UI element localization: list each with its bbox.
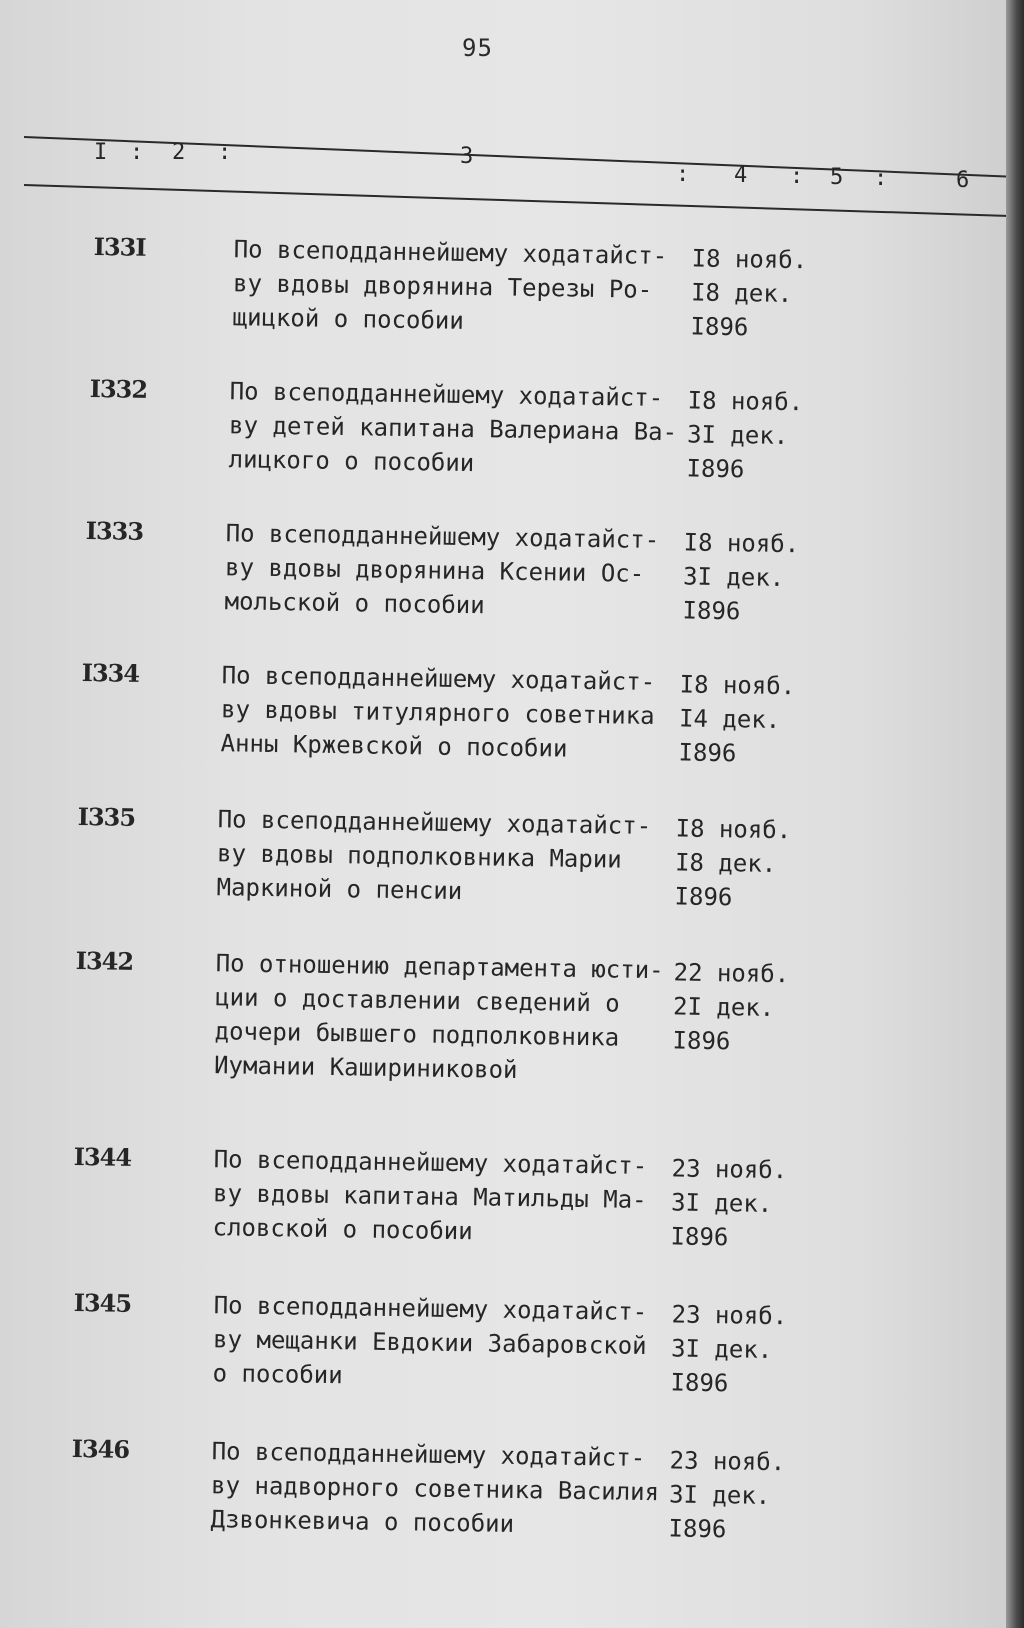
entry-year: I896 bbox=[674, 882, 733, 912]
entry-end-date: 3I дек. bbox=[686, 420, 789, 450]
entry-text-line: ву вдовы подполковника Марии bbox=[216, 839, 622, 874]
entry-start-date: I8 нояб. bbox=[675, 814, 792, 845]
entry-description bbox=[210, 1434, 672, 1543]
entry-year: I896 bbox=[686, 454, 745, 484]
entry-dates bbox=[682, 525, 799, 629]
entry-number: I332 bbox=[89, 373, 148, 404]
entry-end-date: I8 дек. bbox=[690, 278, 793, 308]
entry-end-date: 3I дек. bbox=[668, 1480, 771, 1510]
entry-text-line: ву детей капитана Валериана Ва- bbox=[228, 411, 678, 447]
entry-text-line: словской о пособии bbox=[212, 1213, 473, 1246]
page-edge-shadow bbox=[1006, 0, 1024, 1628]
column-header-5: 5 bbox=[830, 165, 844, 190]
entry-text-line: По всеподданнейшему ходатайст- bbox=[213, 1145, 648, 1181]
entry-text-line: По всеподданнейшему ходатайст- bbox=[211, 1437, 646, 1473]
entry-text-line: ву вдовы дворянина Терезы Ро- bbox=[232, 269, 653, 304]
entry-dates bbox=[690, 241, 807, 345]
entry-text-line: По всеподданнейшему ходатайст- bbox=[221, 661, 656, 697]
entry-year: I896 bbox=[682, 596, 741, 626]
column-separator: : bbox=[790, 164, 804, 189]
entry-end-date: I4 дек. bbox=[678, 704, 781, 734]
entry-number: I33I bbox=[93, 231, 146, 262]
column-separator: : bbox=[218, 140, 232, 165]
column-header-2: 2 bbox=[172, 140, 186, 165]
entry-number: I346 bbox=[71, 1433, 130, 1464]
entry-number: I342 bbox=[75, 945, 134, 976]
entry-year: I896 bbox=[668, 1514, 727, 1544]
entry-end-date: I8 дек. bbox=[674, 848, 777, 878]
entry-description bbox=[212, 1288, 674, 1397]
entry-text-line: ции о доставлении сведений о bbox=[214, 983, 620, 1018]
entry-text-line: ву мещанки Евдокии Забаровской bbox=[212, 1325, 647, 1360]
entry-dates bbox=[670, 1151, 787, 1255]
page-number: 95 bbox=[462, 34, 493, 62]
entry-dates bbox=[672, 955, 789, 1059]
entry-text-line: По всеподданнейшему ходатайст- bbox=[229, 377, 664, 413]
entry-text-line: дочери бывшего подполковника bbox=[214, 1017, 620, 1052]
entry-number: I345 bbox=[73, 1287, 132, 1318]
entry-text-line: По всеподданнейшему ходатайст- bbox=[233, 235, 668, 271]
column-header-3: 3 bbox=[460, 144, 474, 169]
entry-description bbox=[220, 658, 682, 767]
entry-start-date: 23 нояб. bbox=[671, 1300, 788, 1331]
column-separator: : bbox=[130, 140, 144, 165]
entry-text-line: лицкого о пособии bbox=[228, 445, 475, 478]
entry-description bbox=[228, 374, 690, 483]
entry-description bbox=[214, 946, 676, 1089]
column-separator: : bbox=[874, 166, 888, 191]
entry-start-date: 23 нояб. bbox=[671, 1154, 788, 1185]
entry-number: I344 bbox=[73, 1141, 132, 1172]
entry-number: I334 bbox=[81, 657, 140, 688]
entry-dates bbox=[678, 667, 795, 771]
entry-dates bbox=[670, 1297, 787, 1401]
entry-year: I896 bbox=[678, 738, 737, 768]
entry-year: I896 bbox=[670, 1222, 729, 1252]
entry-start-date: I8 нояб. bbox=[687, 386, 804, 417]
entry-dates bbox=[674, 811, 791, 915]
entry-year: I896 bbox=[690, 312, 749, 342]
entry-text-line: Дзвонкевича о пособии bbox=[210, 1505, 515, 1538]
entry-text-line: щицкой о пособии bbox=[232, 303, 465, 335]
entry-text-line: ву вдовы титулярного советника bbox=[220, 695, 655, 730]
column-separator: : bbox=[676, 162, 690, 187]
entry-text-line: Анны Кржевской о пособии bbox=[220, 729, 568, 763]
entry-end-date: 3I дек. bbox=[670, 1188, 773, 1218]
entry-end-date: 3I дек. bbox=[670, 1334, 773, 1364]
entry-description bbox=[212, 1142, 674, 1251]
entry-end-date: 2I дек. bbox=[672, 992, 775, 1022]
column-header-4: 4 bbox=[734, 163, 748, 188]
entry-text-line: Маркиной о пенсии bbox=[216, 873, 463, 906]
entry-dates bbox=[686, 383, 803, 487]
entry-number: I333 bbox=[85, 515, 144, 546]
entry-text-line: По всеподданнейшему ходатайст- bbox=[217, 805, 652, 841]
entry-text-line: По отношению департамента юсти- bbox=[215, 949, 664, 985]
entry-text-line: По всеподданнейшему ходатайст- bbox=[213, 1291, 648, 1327]
entry-dates bbox=[668, 1443, 785, 1547]
header-rule-bottom bbox=[24, 184, 1010, 217]
entry-text-line: мольской о пособии bbox=[224, 587, 485, 620]
entry-description bbox=[224, 516, 686, 625]
entry-description bbox=[216, 802, 678, 911]
entry-text-line: ву вдовы дворянина Ксении Ос- bbox=[224, 553, 645, 588]
entry-start-date: I8 нояб. bbox=[683, 528, 800, 559]
entry-start-date: 22 нояб. bbox=[673, 958, 790, 989]
entry-text-line: ву вдовы капитана Матильды Ма- bbox=[212, 1179, 647, 1214]
entry-start-date: 23 нояб. bbox=[669, 1446, 786, 1477]
entry-start-date: I8 нояб. bbox=[691, 244, 808, 275]
entry-description bbox=[232, 232, 694, 341]
entry-end-date: 3I дек. bbox=[682, 562, 785, 592]
entry-start-date: I8 нояб. bbox=[679, 670, 796, 701]
entry-text-line: Иумании Кашириниковой bbox=[213, 1051, 518, 1084]
entry-text-line: ву надворного советника Василия bbox=[210, 1471, 660, 1507]
entry-text-line: По всеподданнейшему ходатайст- bbox=[225, 519, 660, 555]
entry-year: I896 bbox=[672, 1026, 731, 1056]
entry-number: I335 bbox=[77, 801, 136, 832]
entry-year: I896 bbox=[670, 1368, 729, 1398]
column-header-6: 6 bbox=[956, 168, 970, 193]
column-header-1: I bbox=[94, 140, 108, 165]
entry-text-line: о пособии bbox=[212, 1359, 343, 1390]
